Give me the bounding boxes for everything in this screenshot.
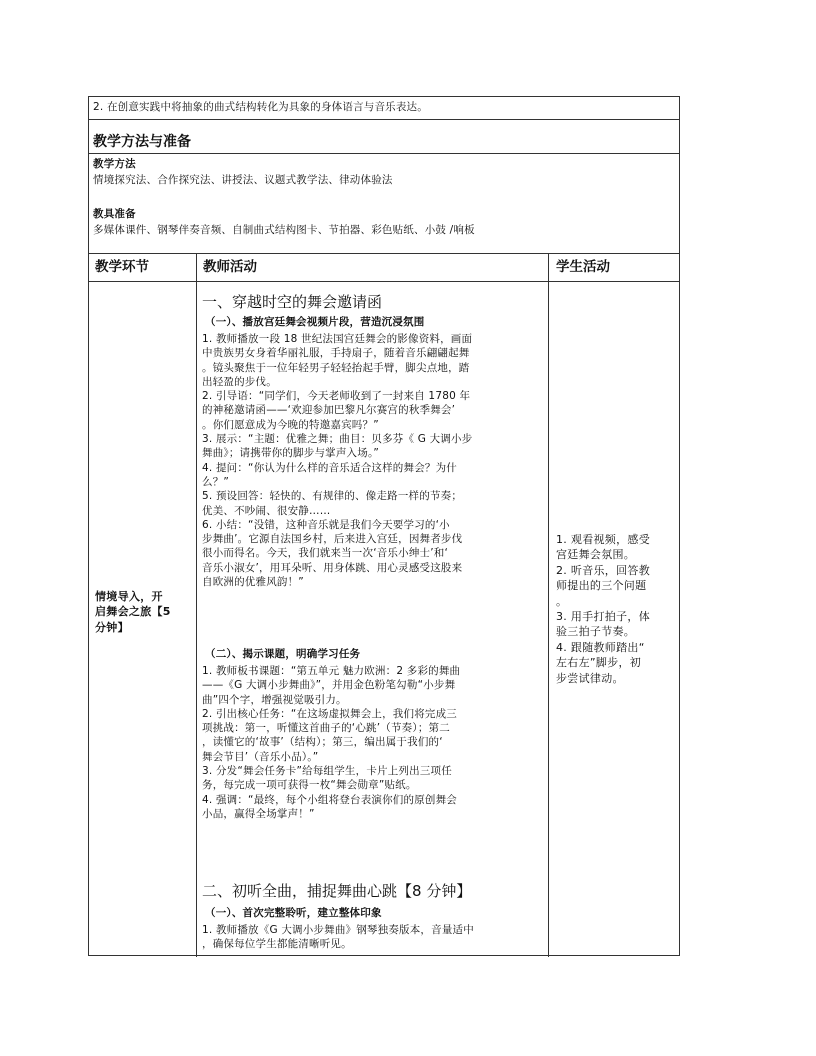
part1-block1 — [202, 332, 472, 589]
text-line: 小品，赢得全场掌声！” — [202, 807, 315, 820]
tools-text: 多媒体课件、钢琴伴奏音频、自制曲式结构图卡、节拍器、彩色贴纸、小鼓 /响板 — [93, 224, 475, 236]
student-line: 步尝试律动。 — [556, 671, 624, 685]
section-title: 教学方法与准备 — [93, 134, 191, 150]
text-line: 1. 教师板书课题：“第五单元 魅力欧洲：2 多彩的舞曲 — [202, 665, 461, 677]
text-line: 1. 教师播放《G 大调小步舞曲》钢琴独奏版本，音量适中 — [202, 924, 474, 936]
text-line: ，确保每位学生都能清晰听见。 — [202, 938, 352, 951]
lesson-plan-table — [88, 96, 680, 956]
part1-sub2: （二）、揭示课题，明确学习任务 — [205, 648, 361, 660]
text-line: 4. 强调：“最终，每个小组将登台表演你们的原创舞会 — [202, 793, 457, 806]
text-line: 中贵族男女身着华丽礼服，手持扇子，随着音乐翩翩起舞 — [202, 347, 470, 360]
objective-text: 2. 在创意实践中将抽象的曲式结构转化为具象的身体语言与音乐表达。 — [93, 101, 428, 113]
student-line: 3. 用手打拍子，体 — [556, 609, 650, 623]
stage-line: 情境导入，开 — [95, 590, 163, 603]
text-line: 6. 小结：“没错，这种音乐就是我们今天要学习的‘小 — [202, 518, 450, 531]
text-line: 4. 提问：“你认为什么样的音乐适合这样的舞会？为什 — [202, 461, 457, 474]
text-line: 3. 展示：“主题：优雅之舞；曲目：贝多芬《 G 大调小步 — [202, 433, 473, 446]
text-line: 舞曲》；请携带你的脚步与掌声入场。” — [202, 447, 380, 460]
part1-sub1: （一）、播放宫廷舞会视频片段，营造沉浸氛围 — [205, 316, 425, 328]
column-divider — [196, 253, 197, 957]
part2-sub1: （一）、首次完整聆听，建立整体印象 — [205, 907, 382, 919]
student-line: 宫廷舞会氛围。 — [556, 548, 636, 562]
text-line: 出轻盈的步伐。 — [202, 375, 277, 388]
text-line: 2. 引导语：“同学们，今天老师收到了一封来自 1780 年 — [202, 390, 471, 403]
text-line: 5. 预设回答：轻快的、有规律的、像走路一样的节奏； — [202, 490, 463, 503]
text-line: 1. 教师播放一段 18 世纪法国宫廷舞会的影像资料，画面 — [202, 333, 473, 345]
student-line: 。 — [556, 594, 568, 608]
row-divider — [89, 281, 679, 282]
student-line: 4. 跟随教师踏出“ — [556, 640, 645, 654]
text-line: 。你们愿意成为今晚的特邀嘉宾吗？” — [202, 418, 379, 431]
stage-cell — [95, 589, 171, 635]
text-line: 2. 引出核心任务：“在这场虚拟舞会上，我们将完成三 — [202, 707, 457, 720]
part2-block1 — [202, 923, 474, 952]
text-line: 项挑战：第一，听懂这首曲子的‘心跳’（节奏）；第二 — [202, 722, 450, 735]
text-line: 音乐小淑女’，用耳朵听、用身体跳、用心灵感受这股来 — [202, 561, 463, 574]
student-line: 左右左”脚步，初 — [556, 656, 642, 670]
row-divider — [89, 119, 679, 120]
student-line: 师提出的三个问题 — [556, 579, 647, 593]
part1-block2 — [202, 664, 460, 821]
column-divider — [548, 253, 549, 957]
methods-label: 教学方法 — [93, 158, 136, 170]
text-line: 曲”四个字，增强视觉吸引力。 — [202, 693, 347, 706]
text-line: 么？” — [202, 475, 230, 488]
text-line: ，读懂它的‘故事’（结构）；第三，编出属于我们的‘ — [202, 736, 443, 749]
student-line: 2. 听音乐，回答教 — [556, 563, 650, 577]
student-cell — [556, 532, 650, 686]
row-divider — [89, 153, 679, 154]
part2-heading: 二、初听全曲，捕捉舞曲心跳【8 分钟】 — [202, 882, 472, 900]
header-stage: 教学环节 — [95, 259, 149, 275]
header-student: 学生活动 — [556, 259, 610, 275]
student-line: 验三拍子节奏。 — [556, 625, 636, 639]
text-line: 3. 分发“舞会任务卡”给每组学生，卡片上列出三项任 — [202, 765, 452, 778]
header-teacher: 教师活动 — [203, 259, 257, 275]
text-line: 很小而得名。今天，我们就来当一次‘音乐小绅士’和‘ — [202, 547, 449, 560]
text-line: 。镜头聚焦于一位年轻男子轻轻抬起手臂，脚尖点地，踏 — [202, 361, 470, 374]
row-divider — [89, 253, 679, 254]
text-line: 的神秘邀请函——‘欢迎参加巴黎凡尔赛宫的秋季舞会’ — [202, 404, 456, 417]
part1-heading: 一、穿越时空的舞会邀请函 — [202, 293, 383, 311]
stage-line: 启舞会之旅【5 — [95, 605, 171, 619]
stage-line: 分钟】 — [95, 620, 129, 634]
text-line: 务，每完成一项可获得一枚“舞会勋章”贴纸。 — [202, 779, 417, 792]
text-line: 舞会节目’（音乐小品）。” — [202, 750, 319, 763]
student-line: 1. 观看视频，感受 — [556, 533, 650, 546]
text-line: 自欧洲的优雅风韵！” — [202, 576, 304, 589]
text-line: 步舞曲’。它源自法国乡村，后来进入宫廷，因舞者步伐 — [202, 533, 463, 546]
methods-text: 情境探究法、合作探究法、讲授法、议题式教学法、律动体验法 — [93, 174, 393, 186]
tools-label: 教具准备 — [93, 208, 136, 220]
text-line: 优美、不吵闹、很安静…… — [202, 504, 331, 517]
text-line: ——《G 大调小步舞曲》”，并用金色粉笔勾勒“小步舞 — [202, 679, 456, 692]
